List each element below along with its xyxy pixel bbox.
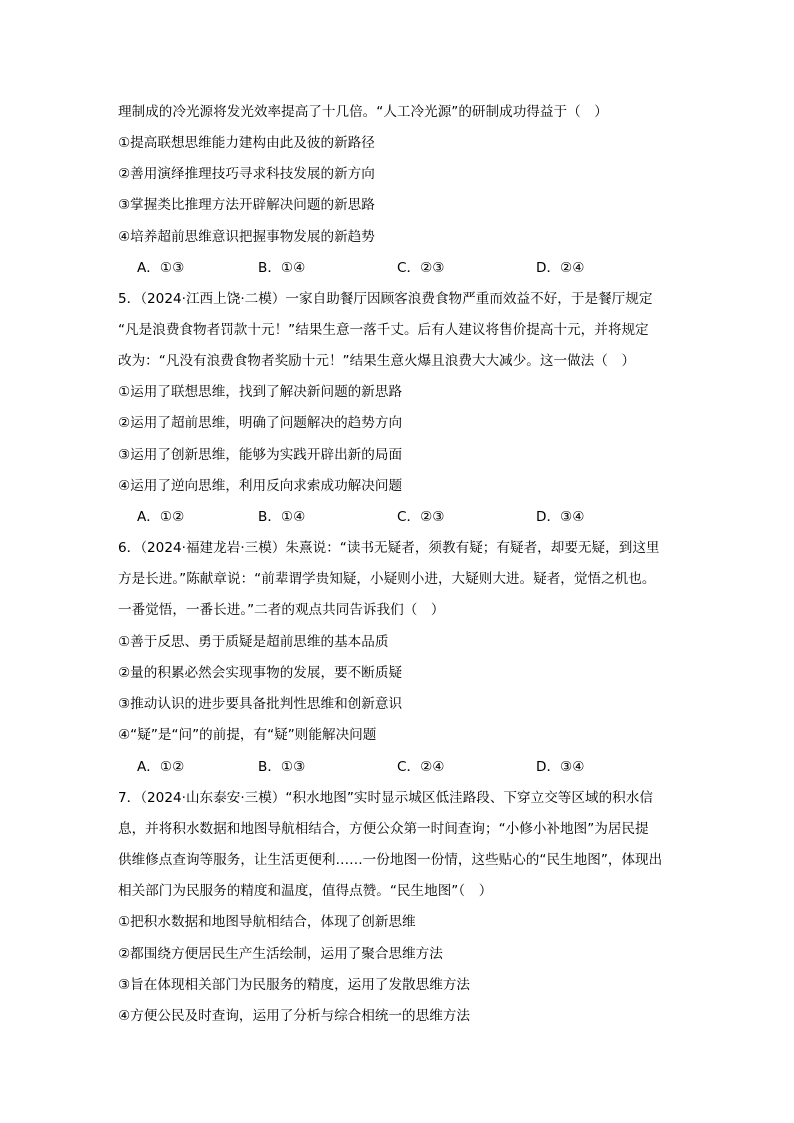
question-4-options xyxy=(0,258,794,278)
question-5-option-a[interactable]: A．①② xyxy=(137,509,185,525)
question-6-option-c[interactable]: C．②④ xyxy=(397,759,445,775)
question-7-choice-2: ②都围绕方便居民生产生活绘制，运用了聚合思维方法 xyxy=(118,946,443,962)
question-7-choice-4: ④方便公民及时查询，运用了分析与综合相统一的思维方法 xyxy=(118,1008,471,1024)
question-6-option-d[interactable]: D．③④ xyxy=(536,759,585,775)
question-6-choice-2: ②量的积累必然会实现事物的发展，要不断质疑 xyxy=(118,665,403,681)
question-5-choice-3: ③运用了创新思维，能够为实践开辟出新的局面 xyxy=(118,447,403,463)
question-5-option-b[interactable]: B．①④ xyxy=(258,509,306,525)
question-5-choice-4: ④运用了逆向思维，利用反向求索成功解决问题 xyxy=(118,478,403,494)
question-4-choice-3: ③掌握类比推理方法开辟解决问题的新思路 xyxy=(118,197,375,213)
question-4-choice-2: ②善用演绎推理技巧寻求科技发展的新方向 xyxy=(118,166,375,182)
question-4-option-b[interactable]: B．①④ xyxy=(258,260,306,276)
question-4-option-c[interactable]: C．②③ xyxy=(397,260,445,276)
question-7-stem-line-4: 相关部门为民服务的精度和温度，值得点赞。“民生地图”（ ） xyxy=(118,883,493,899)
question-7-choice-3: ③旨在体现相关部门为民服务的精度，运用了发散思维方法 xyxy=(118,977,471,993)
question-5-stem-line-2: “凡是浪费食物者罚款十元！”结果生意一落千丈。后有人建议将售价提高十元，并将规定 xyxy=(118,322,649,338)
question-7-choice-1: ①把积水数据和地图导航相结合，体现了创新思维 xyxy=(118,914,416,930)
question-4-choice-1: ①提高联想思维能力建构由此及彼的新路径 xyxy=(118,135,375,151)
question-7-stem-line-1: 7．（2024·山东泰安·三模）“积水地图”实时显示城区低洼路段、下穿立交等区域的积水信 xyxy=(118,790,653,806)
question-5-choice-1: ①运用了联想思维，找到了解决新问题的新思路 xyxy=(118,384,403,400)
question-7-stem-line-2: 息，并将积水数据和地图导航相结合，方便公众第一时间查询；“小修小补地图”为居民提 xyxy=(118,821,649,837)
question-5-stem-line-1: 5．（2024·江西上饶·二模）一家自助餐厅因顾客浪费食物严重而效益不好，于是餐厅规定 xyxy=(118,291,653,307)
question-4-stem-line-1: 理制成的冷光源将发光效率提高了十几倍。“人工冷光源”的研制成功得益于（ ） xyxy=(118,104,608,120)
question-6-options xyxy=(0,757,794,777)
question-7-stem-line-3: 供维修点查询等服务，让生活更便利……一份地图一份情，这些贴心的“民生地图”，体现出 xyxy=(118,852,663,868)
question-5-stem-line-3: 改为：“凡没有浪费食物者奖励十元！”结果生意火爆且浪费大大减少。这一做法（ ） xyxy=(118,353,636,369)
question-5-options xyxy=(0,507,794,527)
question-4-option-d[interactable]: D．②④ xyxy=(536,260,585,276)
question-6-choice-1: ①善于反思、勇于质疑是超前思维的基本品质 xyxy=(118,634,389,650)
question-6-option-a[interactable]: A．①② xyxy=(137,759,185,775)
question-6-choice-3: ③推动认识的进步要具备批判性思维和创新意识 xyxy=(118,696,403,712)
question-6-choice-4: ④“疑”是“问”的前提，有“疑”则能解决问题 xyxy=(118,727,377,743)
question-5-choice-2: ②运用了超前思维，明确了问题解决的趋势方向 xyxy=(118,415,403,431)
question-6-stem-line-1: 6．（2024·福建龙岩·三模）朱熹说：“读书无疑者，须教有疑；有疑者，却要无疑，到这里 xyxy=(118,540,660,556)
question-5-option-c[interactable]: C．②③ xyxy=(397,509,445,525)
question-4-option-a[interactable]: A．①③ xyxy=(137,260,185,276)
question-6-option-b[interactable]: B．①③ xyxy=(258,759,306,775)
question-6-stem-line-3: 一番觉悟，一番长进。”二者的观点共同告诉我们（ ） xyxy=(118,602,445,618)
question-6-stem-line-2: 方是长进。”陈献章说：“前辈谓学贵知疑，小疑则小进，大疑则大进。疑者，觉悟之机也。 xyxy=(118,571,656,587)
question-4-choice-4: ④培养超前思维意识把握事物发展的新趋势 xyxy=(118,229,375,245)
question-5-option-d[interactable]: D．③④ xyxy=(536,509,585,525)
